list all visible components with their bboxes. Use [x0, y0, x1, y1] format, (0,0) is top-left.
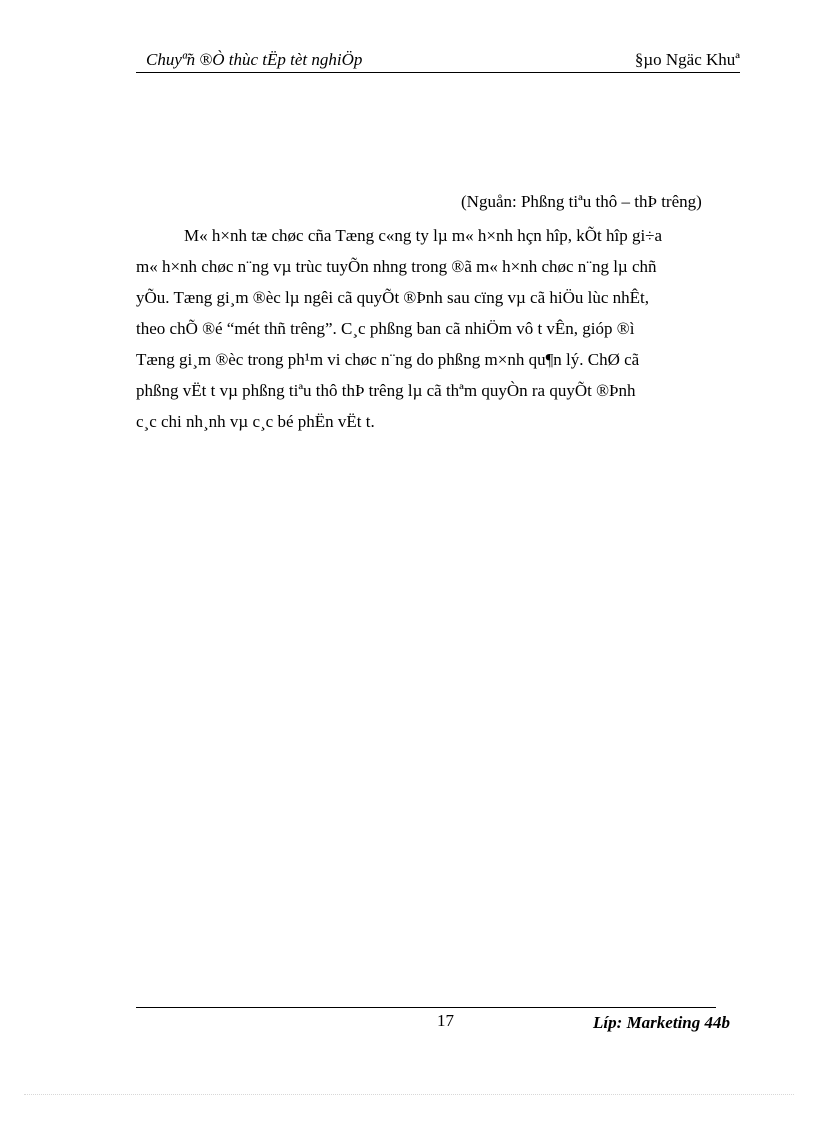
paragraph-line: theo chÕ ®é “mét thñ trêng”. C¸c phßng ban cã nhiÖm vô t vÊn, gióp ®ì — [136, 319, 635, 338]
footer-class-label: Líp: Marketing 44b — [593, 1013, 730, 1032]
paragraph-line: c¸c chi nh¸nh vµ c¸c bé phËn vËt t. — [136, 412, 375, 431]
paragraph-line: Tæng gi¸m ®èc trong ph¹m vi chøc n¨ng do phßng m×nh qu¶n lý. ChØ cã — [136, 350, 640, 369]
page-header — [136, 48, 740, 73]
paragraph-line: phßng vËt t vµ phßng tiªu thô thÞ trêng lµ cã thªm quyÒn ra quyÕt ®Þnh — [136, 381, 636, 400]
body-paragraph — [136, 220, 736, 437]
page-number: 17 — [437, 1011, 454, 1030]
source-note: (Nguån: Phßng tiªu thô – thÞ trêng) — [461, 192, 702, 211]
paragraph-line: M« h×nh tæ chøc cña Tæng c«ng ty lµ m« h×nh hçn hîp, kÕt hîp gi÷a — [184, 226, 663, 245]
paragraph-line: yÕu. Tæng gi¸m ®èc lµ ngêi cã quyÕt ®Þnh sau cïng vµ cã hiÖu lùc nhÊt, — [136, 288, 649, 307]
header-document-title: Chuyª̃n ®Ò thùc tËp tèt nghiÖp — [146, 50, 363, 69]
footer-divider — [136, 1007, 716, 1008]
header-author-name: §µo Ngäc Khuª — [634, 50, 740, 69]
page-bottom-edge — [24, 1094, 794, 1095]
paragraph-line: m« h×nh chøc n¨ng vµ trùc tuyÕn nhng trong ®ã m« h×nh chøc n¨ng lµ chñ — [136, 257, 657, 276]
